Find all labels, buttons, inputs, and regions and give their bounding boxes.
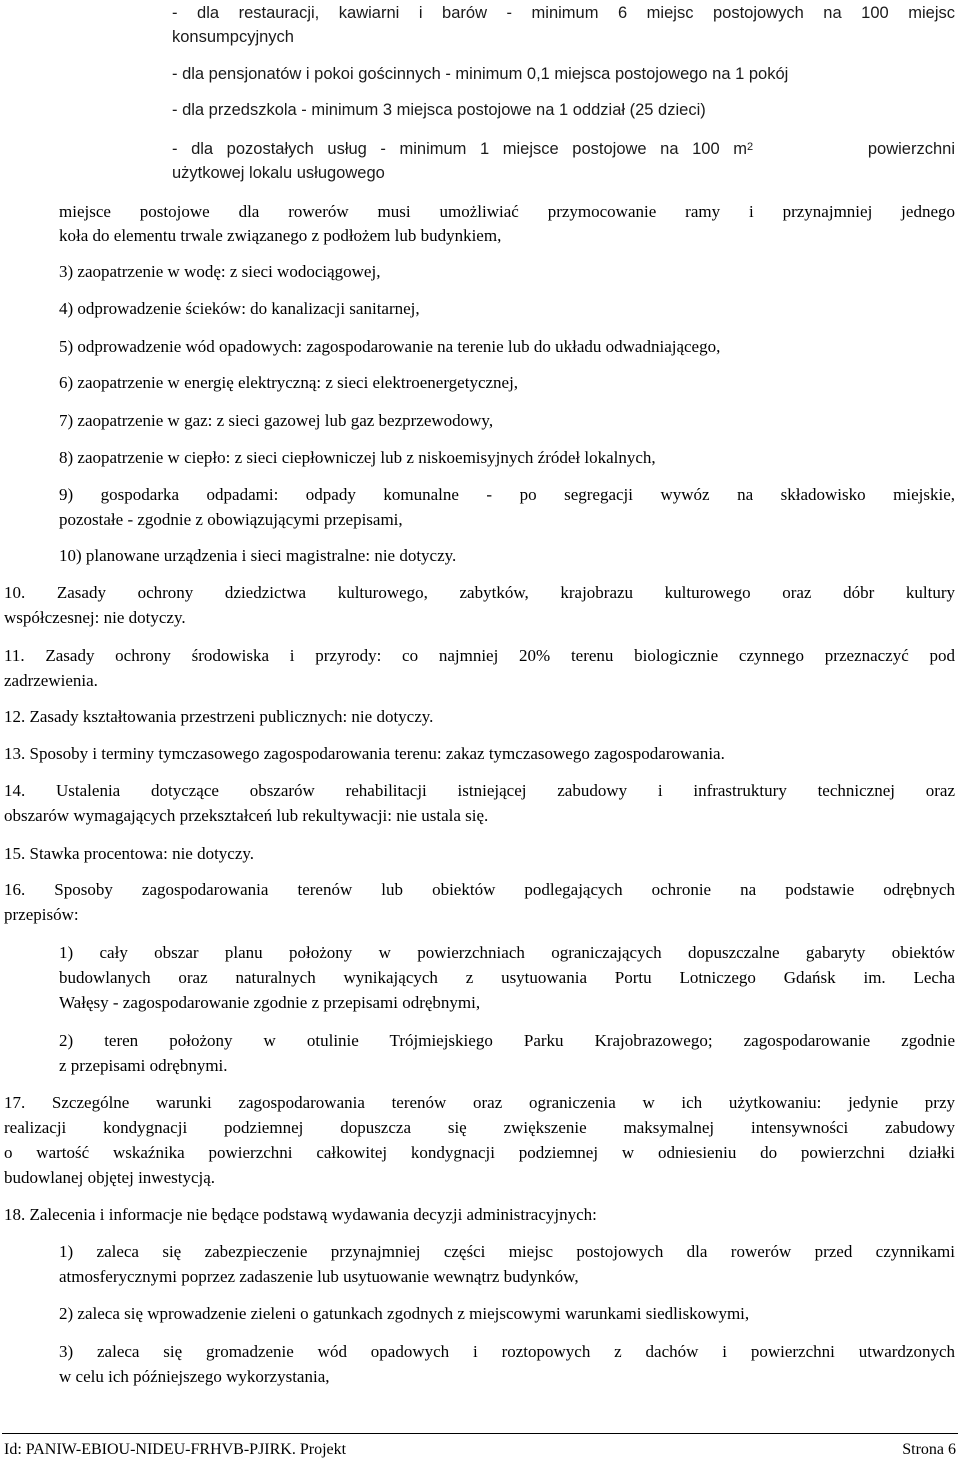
text-line: 15. Stawka procentowa: nie dotyczy. bbox=[4, 844, 255, 863]
text-line: budowlanych oraz naturalnych wynikających z usytuowania Portu Lotniczego Gdańsk im. Lecha bbox=[59, 968, 955, 987]
text-line: 18. Zalecenia i informacje nie będące podstawą wydawania decyzji administracyjnych: bbox=[4, 1205, 597, 1224]
text-line: budowlanej objętej inwestycją. bbox=[4, 1168, 216, 1187]
footer-divider bbox=[2, 1433, 958, 1434]
text-line: zadrzewienia. bbox=[4, 671, 98, 690]
text-line: w celu ich późniejszego wykorzystania, bbox=[59, 1367, 330, 1386]
text-line: - dla restauracji, kawiarni i barów - minimum 6 miejsc postojowych na 100 miejsc bbox=[172, 4, 955, 22]
text-line: 13. Sposoby i terminy tymczasowego zagospodarowania terenu: zakaz tymczasowego zagospodarowania. bbox=[4, 744, 725, 763]
text-line: 8) zaopatrzenie w ciepło: z sieci ciepłowniczej lub z niskoemisyjnych źródeł lokalnych, bbox=[59, 448, 656, 467]
text-line: realizacji kondygnacji podziemnej dopuszcza się zwiększenie maksymalnej intensywności zabudowy bbox=[4, 1118, 955, 1137]
text-line: 4) odprowadzenie ścieków: do kanalizacji sanitarnej, bbox=[59, 299, 420, 318]
text-line: współczesnej: nie dotyczy. bbox=[4, 608, 186, 627]
superscript: 2 bbox=[746, 141, 754, 153]
text-line: z przepisami odrębnymi. bbox=[59, 1056, 228, 1075]
text-segment: - dla pozostałych usług - minimum 1 miejsce postojowe na 100 $m^2$ bbox=[172, 140, 754, 158]
text-line: - dla przedszkola - minimum 3 miejsca postojowe na 1 oddział (25 dzieci) bbox=[172, 101, 706, 119]
text-line: 9) gospodarka odpadami: odpady komunalne - po segregacji wywóz na składowisko miejskie, bbox=[59, 485, 955, 504]
text-line: 6) zaopatrzenie w energię elektryczną: z sieci elektroenergetycznej, bbox=[59, 373, 519, 392]
text-line: 2) zaleca się wprowadzenie zieleni o gatunkach zgodnych z miejscowymi warunkami siedliskowymi, bbox=[59, 1304, 750, 1323]
text-line: 10) planowane urządzenia i sieci magistralne: nie dotyczy. bbox=[59, 546, 457, 565]
text-line: 12. Zasady kształtowania przestrzeni publicznych: nie dotyczy. bbox=[4, 707, 434, 726]
text-line: 16. Sposoby zagospodarowania terenów lub obiektów podlegających ochronie na podstawie odrębnych bbox=[4, 880, 955, 899]
text-line: 3) zaleca się gromadzenie wód opadowych i roztopowych z dachów i powierzchni utwardzonych bbox=[59, 1342, 955, 1361]
text-segment: powierzchni bbox=[867, 140, 955, 158]
text-line: 17. Szczególne warunki zagospodarowania terenów oraz ograniczenia w ich użytkowaniu: jedynie przy bbox=[4, 1093, 955, 1112]
text-line bbox=[172, 138, 955, 160]
text-line: 5) odprowadzenie wód opadowych: zagospodarowanie na terenie lub do układu odwadniającego, bbox=[59, 337, 721, 356]
text-line: obszarów wymagających przekształceń lub rekultywacji: nie ustala się. bbox=[4, 806, 489, 825]
text-line: pozostałe - zgodnie z obowiązującymi przepisami, bbox=[59, 510, 403, 529]
text-line: 11. Zasady ochrony środowiska i przyrody: co najmniej 20% terenu biologicznie czynnego przeznaczyć pod bbox=[4, 646, 955, 665]
footer-document-id: Id: PANIW-EBIOU-NIDEU-FRHVB-PJIRK. Projekt bbox=[4, 1441, 347, 1458]
text-line: przepisów: bbox=[4, 905, 79, 924]
text-line: koła do elementu trwale związanego z podłożem lub budynkiem, bbox=[59, 226, 502, 245]
text-line: - dla pensjonatów i pokoi gościnnych - minimum 0,1 miejsca postojowego na 1 pokój bbox=[172, 65, 789, 83]
text-line: miejsce postojowe dla rowerów musi umożliwiać przymocowanie ramy i przynajmniej jednego bbox=[59, 202, 955, 221]
text-line: o wartość wskaźnika powierzchni całkowitej kondygnacji podziemnej w odniesieniu do powierzchni działki bbox=[4, 1143, 955, 1162]
text-line: 2) teren położony w otulinie Trójmiejskiego Parku Krajobrazowego; zagospodarowanie zgodnie bbox=[59, 1031, 955, 1050]
text-line: 14. Ustalenia dotyczące obszarów rehabilitacji istniejącej zabudowy i infrastruktury technicznej oraz bbox=[4, 781, 955, 800]
footer-page-number: Strona 6 bbox=[902, 1441, 956, 1458]
text-line: 1) zaleca się zabezpieczenie przynajmniej części miejsc postojowych dla rowerów przed czynnikami bbox=[59, 1242, 955, 1261]
text-line: użytkowej lokalu usługowego bbox=[172, 164, 385, 182]
text-line: konsumpcyjnych bbox=[172, 28, 294, 46]
text-line: 1) cały obszar planu położony w powierzchniach ograniczających dopuszczalne gabaryty obiektów bbox=[59, 943, 955, 962]
text-line: 3) zaopatrzenie w wodę: z sieci wodociągowej, bbox=[59, 262, 381, 281]
text-line: 7) zaopatrzenie w gaz: z sieci gazowej lub gaz bezprzewodowy, bbox=[59, 411, 494, 430]
text-line: atmosferycznymi poprzez zadaszenie lub usytuowanie wewnątrz budynków, bbox=[59, 1267, 579, 1286]
text-line: 10. Zasady ochrony dziedzictwa kulturowego, zabytków, krajobrazu kulturowego oraz dóbr kultury bbox=[4, 583, 955, 602]
text-line: Wałęsy - zagospodarowanie zgodnie z przepisami odrębnymi, bbox=[59, 993, 481, 1012]
